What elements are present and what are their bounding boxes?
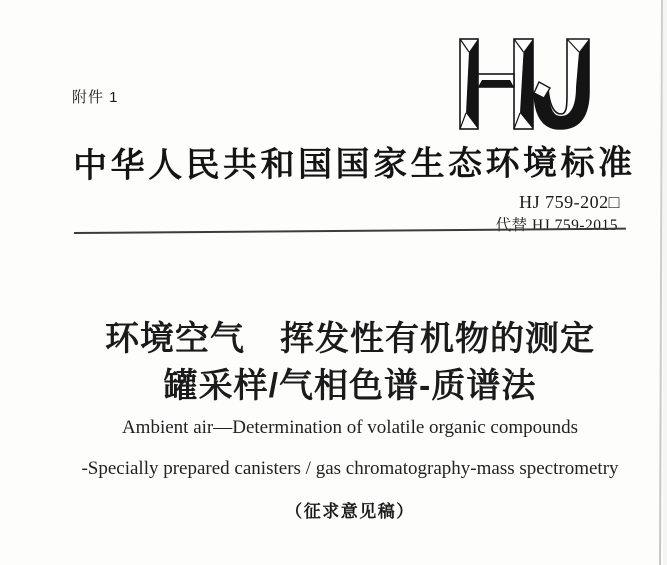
doc-title-en-line2: -Specially prepared canisters / gas chromatography-mass spectrometry xyxy=(81,458,619,479)
draft-status: （征求意见稿） xyxy=(285,502,415,521)
replaced-standard: 代替 HJ 759-2015 xyxy=(495,217,618,234)
national-standard-title: 中华人民共和国国家生态环境标准 xyxy=(72,145,636,185)
scan-edge-strip xyxy=(663,0,667,565)
doc-title-en-line1: Ambient air—Determination of volatile organic compounds xyxy=(121,417,579,438)
attachment-label: 附件 1 xyxy=(72,89,119,106)
hj-logo-letters-text xyxy=(0,0,1,1)
standard-number: HJ 759-202□ xyxy=(519,192,620,212)
hj-logo xyxy=(455,35,593,133)
doc-title-cn-line2: 罐采样/气相色谱-质谱法 xyxy=(163,367,537,405)
doc-title-cn-line1: 环境空气 挥发性有机物的测定 xyxy=(105,320,595,358)
